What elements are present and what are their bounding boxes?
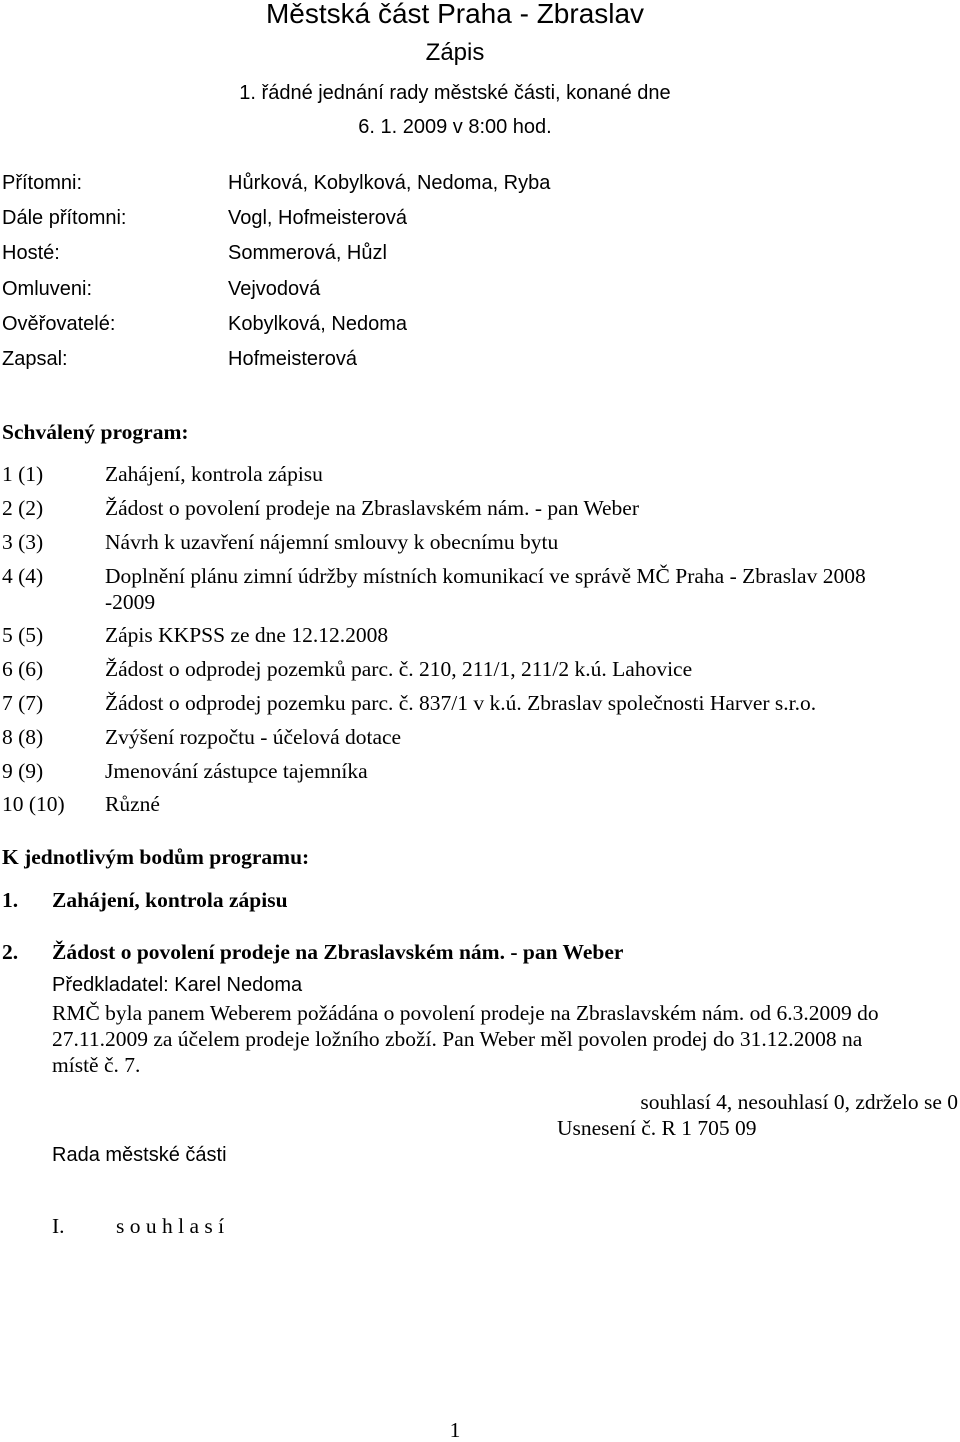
program-item-number: 6 (6) (2, 657, 44, 681)
program-item-text: Zvýšení rozpočtu - účelová dotace (105, 725, 402, 749)
program-item-number: 8 (8) (2, 725, 44, 749)
point-body-line: místě č. 7. (52, 1053, 141, 1077)
point-presenter: Předkladatel: Karel Nedoma (52, 974, 303, 996)
program-item-number: 5 (5) (2, 623, 44, 647)
attendance-value: Vogl, Hofmeisterová (228, 207, 407, 229)
program-item-number: 10 (10) (2, 792, 65, 816)
attendance-value: Hofmeisterová (228, 348, 357, 370)
attendance-label: Přítomni: (2, 172, 83, 194)
program-item-text: Zápis KKPSS ze dne 12.12.2008 (105, 623, 389, 647)
vote-result: souhlasí 4, nesouhlasí 0, zdrželo se 0 (640, 1090, 958, 1114)
program-heading: Schválený program: (2, 420, 189, 444)
attendance-label: Zapsal: (2, 348, 68, 370)
program-item-number: 1 (1) (2, 462, 44, 486)
decision-text: s o u h l a s í (116, 1214, 225, 1238)
program-item-number: 2 (2) (2, 496, 44, 520)
point-body-line: RMČ byla panem Weberem požádána o povolení prodeje na Zbraslavském nám. od 6.3.2009 do (52, 1001, 879, 1025)
program-item-number: 4 (4) (2, 564, 44, 588)
attendance-label: Omluveni: (2, 278, 93, 300)
attendance-label: Dále přítomni: (2, 207, 127, 229)
attendance-value: Vejvodová (228, 278, 321, 300)
program-item-text: Zahájení, kontrola zápisu (105, 462, 323, 486)
attendance-label: Ověřovatelé: (2, 313, 116, 335)
program-item-text: Žádost o povolení prodeje na Zbraslavském nám. - pan Weber (105, 496, 640, 520)
program-item-number: 7 (7) (2, 691, 44, 715)
attendance-value: Kobylková, Nedoma (228, 313, 407, 335)
program-item-number: 3 (3) (2, 530, 44, 554)
point-title: Zahájení, kontrola zápisu (52, 888, 288, 912)
program-item-text: Žádost o odprodej pozemku parc. č. 837/1 v k.ú. Zbraslav společnosti Harver s.r.o. (105, 691, 817, 715)
deciding-authority: Rada městské části (52, 1144, 227, 1166)
document-title: Městská část Praha - Zbraslav (265, 0, 645, 29)
points-heading: K jednotlivým bodům programu: (2, 845, 310, 869)
point-title: Žádost o povolení prodeje na Zbraslavském nám. - pan Weber (52, 940, 624, 964)
program-item-text-continued: -2009 (105, 590, 156, 614)
attendance-label: Hosté: (2, 242, 60, 264)
program-item-text: Různé (105, 792, 160, 816)
point-number: 1. (2, 888, 19, 912)
program-item-text: Jmenování zástupce tajemníka (105, 759, 368, 783)
document-subtitle: Zápis (425, 39, 485, 66)
attendance-value: Hůrková, Kobylková, Nedoma, Ryba (228, 172, 551, 194)
program-item-text: Návrh k uzavření nájemní smlouvy k obecnímu bytu (105, 530, 559, 554)
decision-number: I. (52, 1214, 65, 1238)
meeting-description: 1. řádné jednání rady městské části, konané dne (239, 82, 671, 104)
resolution-number: Usnesení č. R 1 705 09 (557, 1116, 757, 1140)
program-item-number: 9 (9) (2, 759, 44, 783)
program-item-text: Žádost o odprodej pozemků parc. č. 210, 211/1, 211/2 k.ú. Lahovice (105, 657, 693, 681)
attendance-value: Sommerová, Hůzl (228, 242, 387, 264)
point-body-line: 27.11.2009 za účelem prodeje ložního zboží. Pan Weber měl povolen prodej do 31.12.2008 na (52, 1027, 863, 1051)
meeting-date: 6. 1. 2009 v 8:00 hod. (358, 116, 552, 138)
page-number: 1 (449, 1418, 461, 1442)
point-number: 2. (2, 940, 19, 964)
program-item-text: Doplnění plánu zimní údržby místních komunikací ve správě MČ Praha - Zbraslav 2008 (105, 564, 866, 588)
